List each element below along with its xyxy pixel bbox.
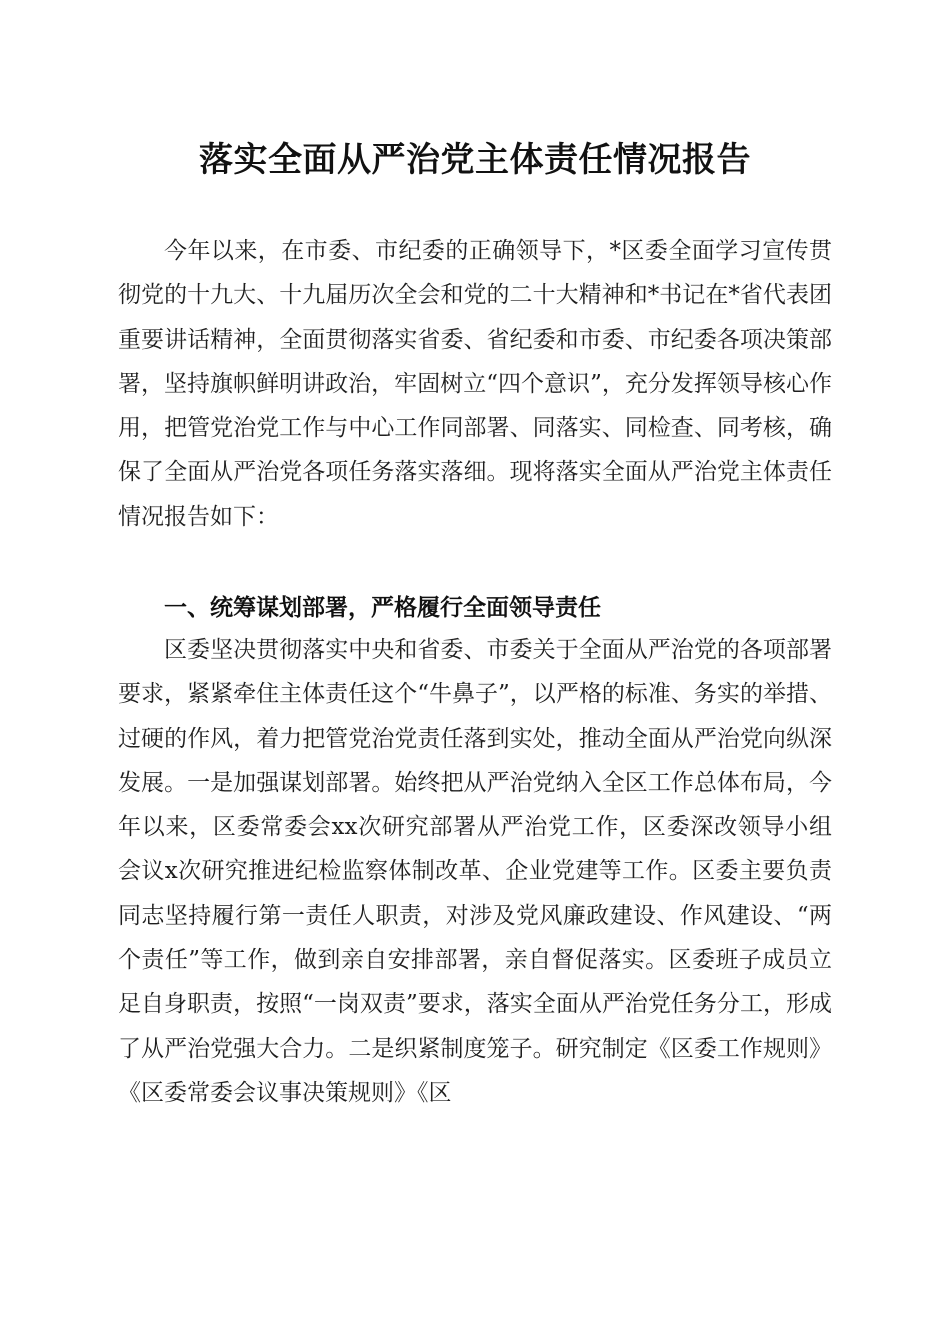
section-heading: 一、统筹谋划部署，严格履行全面领导责任: [164, 595, 601, 621]
section-paragraph: 区委坚决贯彻落实中央和省委、市委关于全面从严治党的各项部署要求，紧紧牵住主体责任这个“牛鼻子”，以严格的标准、务实的举措、过硬的作风，着力把管党治党责任落到实处，推动全面从严治党向纵深发展。一是加强谋划部署。始终把从严治党纳入全区工作总体布局，今年以来，区委常委会xx次研究部署从严治党工作，区委深改领导小组会议x次研究推进纪检监察体制改革、企业党建等工作。区委主要负责同志坚持履行第一责任人职责，对涉及党风廉政建设、作风建设、“两个责任”等工作，做到亲自安排部署，亲自督促落实。区委班子成员立足自身职责，按照“一岗双责”要求，落实全面从严治党任务分工，形成了从严治党强大合力。二是织紧制度笼子。研究制定《区委工作规则》《区委常委会议事决策规则》《区: [118, 637, 832, 1106]
intro-paragraph: 今年以来，在市委、市纪委的正确领导下，*区委全面学习宣传贯彻党的十九大、十九届历次全会和党的二十大精神和*书记在*省代表团重要讲话精神，全面贯彻落实省委、省纪委和市委、市纪委各项决策部署，坚持旗帜鲜明讲政治，牢固树立“四个意识”，充分发挥领导核心作用，把管党治党工作与中心工作同部署、同落实、同检查、同考核，确保了全面从严治党各项任务落实落细。现将落实全面从严治党主体责任情况报告如下：: [118, 238, 832, 530]
document-title: 落实全面从严治党主体责任情况报告: [199, 140, 751, 180]
